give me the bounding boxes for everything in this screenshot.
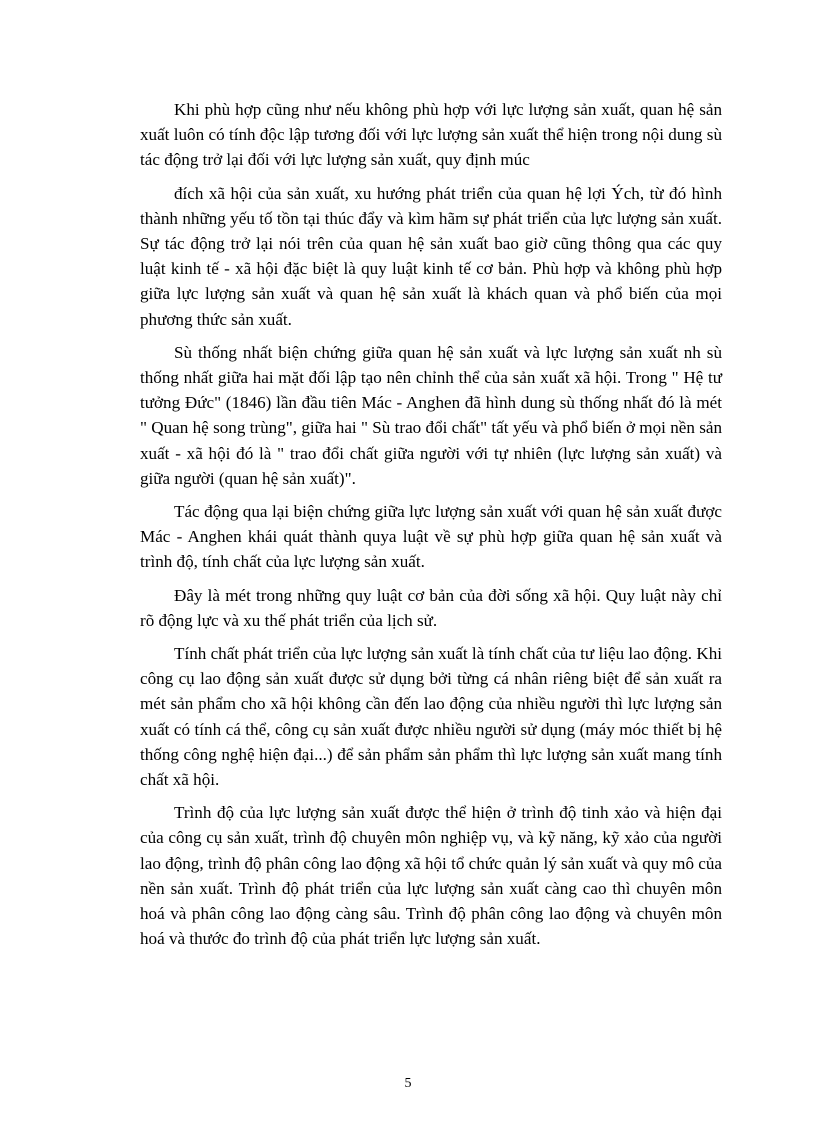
paragraph-4: Tác động qua lại biện chứng giữa lực lượng sản xuất với quan hệ sản xuất được Mác - Anghen khái quát thành quya luật về sự phù hợp giữa quan hệ sản xuất và trình độ, tính chất của lực lượng sản xuất. (140, 502, 722, 572)
page-number: 5 (404, 1076, 412, 1091)
paragraph-1: Khi phù hợp cũng như nếu không phù hợp với lực lượng sản xuất, quan hệ sản xuất luôn có tính độc lập tương đối với lực lượng sản xuất thể hiện trong nội dung sù tác động trở lại đối với lực lượng sản xuất, quy định múc (140, 100, 722, 170)
paragraph-5: Đây là mét trong những quy luật cơ bản của đời sống xã hội. Quy luật này chỉ rõ động lực và xu thế phát triển của lịch sử. (140, 585, 722, 630)
paragraph-2: đích xã hội của sản xuất, xu hướng phát triển của quan hệ lợi Ých, từ đó hình thành những yếu tố tồn tại thúc đẩy và kìm hãm sự phát triển của lực lượng sản xuất. Sự tác động trở lại nói trên của quan hệ sản xuất bao giờ cũng thông qua các quy luật kinh tế - xã hội đặc biệt là quy luật kinh tế cơ bản. Phù hợp và không phù hợp giữa lực lượng sản xuất và quan hệ sản xuất là khách quan và phổ biến của mọi phương thức sản xuất. (140, 183, 722, 329)
paragraph-6: Tính chất phát triển của lực lượng sản xuất là tính chất của tư liệu lao động. Khi công cụ lao động sản xuất được sử dụng bởi từng cá nhân riêng biệt để sản xuất ra mét sản phẩm cho xã hội không cần đến lao động của nhiều người thì lực lượng sản xuất có tính cá thể, công cụ sản xuất được nhiều người sử dụng (máy móc thiết bị hệ thống công nghệ hiện đại...) để sản phẩm sản phẩm thì lực lượng sản xuất mang tính chất xã hội. (140, 644, 722, 790)
body-text (140, 97, 722, 960)
paragraph-7: Trình độ của lực lượng sản xuất được thể hiện ở trình độ tinh xảo và hiện đại của công cụ sản xuất, trình độ chuyên môn nghiệp vụ, và kỹ năng, kỹ xảo của người lao động, trình độ phân công lao động xã hội tổ chức quản lý sản xuất và quy mô của nền sản xuất. Trình độ phát triển của lực lượng sản xuất càng cao thì chuyên môn hoá và phân công lao động càng sâu. Trình độ phân công lao động và chuyên môn hoá và thước đo trình độ của phát triển lực lượng sản xuất. (140, 803, 722, 949)
paragraph-3: Sù thống nhất biện chứng giữa quan hệ sản xuất và lực lượng sản xuất nh sù thống nhất giữa hai mặt đối lập tạo nên chỉnh thể của sản xuất xã hội. Trong " Hệ tư tưởng Đức" (1846) lần đầu tiên Mác - Anghen đã hình dung sù thống nhất đó là mét " Quan hệ song trùng", giữa hai " Sù trao đổi chất" tất yếu và phổ biến ở mọi nền sản xuất - xã hội đó là " trao đổi chất giữa người với tự nhiên (lực lượng sản xuất) và giữa người (quan hệ sản xuất)". (140, 342, 722, 488)
